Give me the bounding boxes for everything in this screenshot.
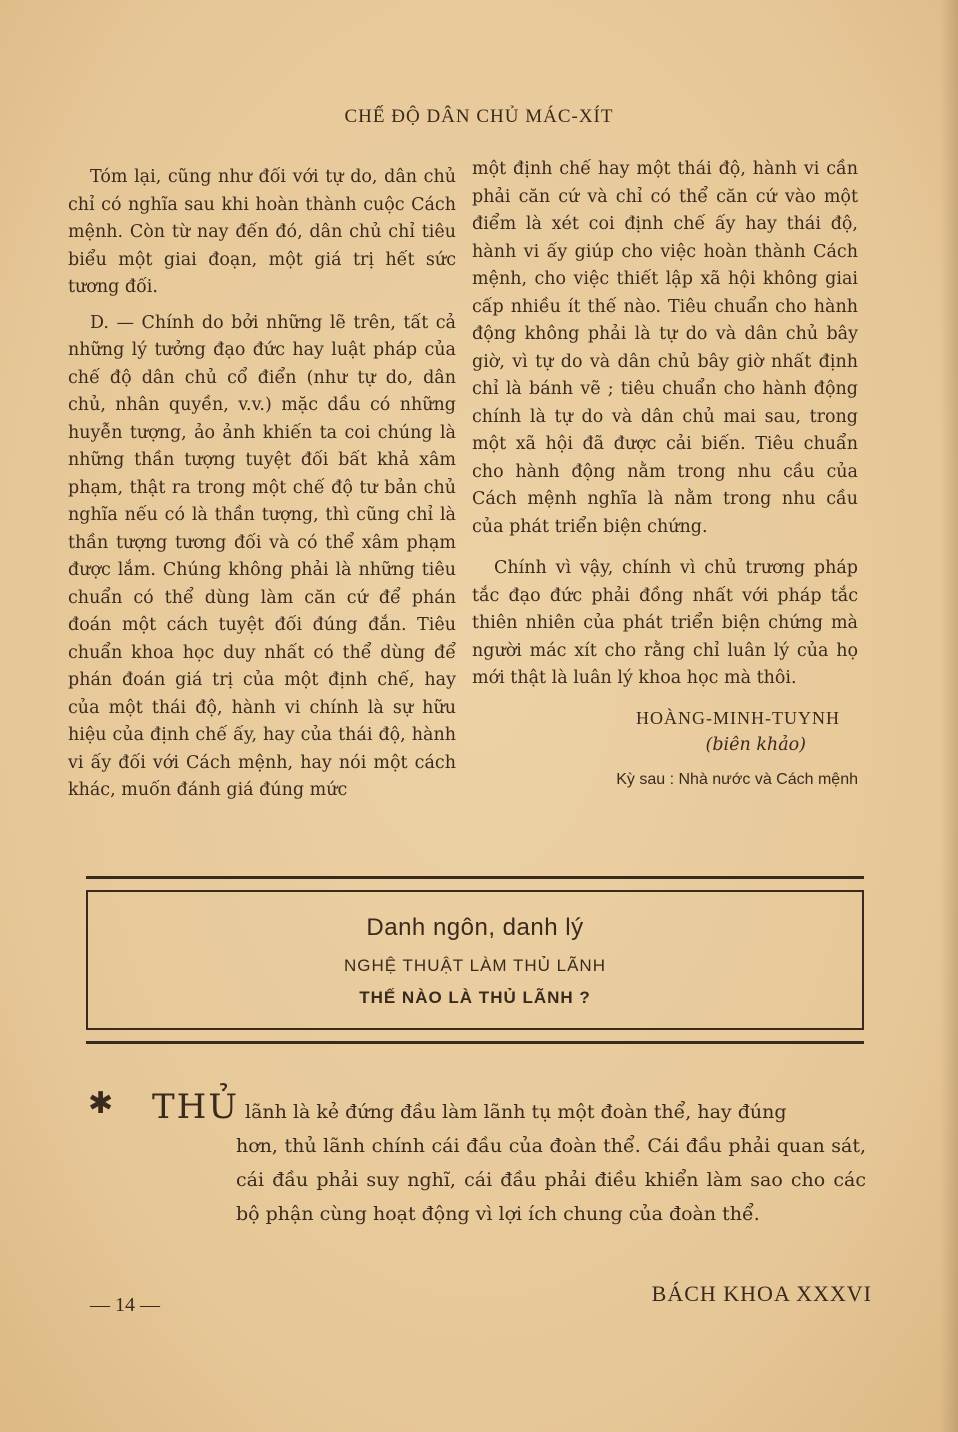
section-title: Danh ngôn, danh lý xyxy=(366,914,584,941)
author-role: (biên khảo) xyxy=(705,735,806,755)
left-paragraph-1: Tóm lại, cũng như đối với tự do, dân chủ chỉ có nghĩa sau khi hoàn thành cuộc Cách mệnh. Còn từ nay đến đó, dân chủ chỉ tiêu biểu một giai đoạn, một giá trị hết sức tương đối. xyxy=(68,167,456,297)
section-header-box xyxy=(86,876,864,1044)
author-name: HOÀNG-MINH-TUYNH xyxy=(636,707,840,728)
quote-continuation: hơn, thủ lãnh chính cái đầu của đoàn thể. Cái đầu phải quan sát, cái đầu phải suy nghĩ, cái đầu phải điều khiển làm sao cho các bộ phận cùng hoạt động vì lợi ích chung của đoàn thể. xyxy=(236,1135,866,1225)
right-paragraph-2: Chính vì vậy, chính vì chủ trương pháp tắc đạo đức phải đồng nhất với pháp tắc thiên nhiên của phát triển biện chứng mà người mác xít cho rằng chỉ luân lý của họ mới thật là luân lý khoa học mà thôi. xyxy=(472,558,858,688)
section-question: THẾ NÀO LÀ THỦ LÃNH ? xyxy=(359,988,591,1007)
left-paragraph-2: D. — Chính do bởi những lẽ trên, tất cả những lý tưởng đạo đức hay luật pháp của chế độ dân chủ cổ điển (như tự do, dân chủ, nhân quyền, v.v.) mặc dầu có những huyễn tượng, ảo ảnh khiến ta coi chúng là những thần tượng tuyệt đối bất khả xâm phạm, thật ra trong một chế độ tư bản chủ nghĩa nếu có là thần tượng, thì cũng chỉ là thần tượng tương đối và có thể xâm phạm được lắm. Chúng không phải là những tiêu chuẩn có thể dùng làm căn cứ để phán đoán một cách tuyệt đối đúng đắn. Tiêu chuẩn khoa học duy nhất có thể dùng để phán đoán giá trị của một định chế, hay của một thái độ, hành vi chính là sự hữu hiệu của định chế ấy, hay của thái độ, hành vi ấy đối với Cách mệnh, hay nói một cách khác, muốn đánh giá đúng mức xyxy=(68,312,456,800)
running-title: CHẾ ĐỘ DÂN CHỦ MÁC-XÍT xyxy=(344,106,614,127)
asterisk-icon: ✱ xyxy=(88,1086,114,1121)
right-column xyxy=(472,156,858,793)
quote-block xyxy=(152,1087,866,1231)
quote-first-line xyxy=(152,1087,866,1129)
page-edge-shadow xyxy=(940,0,958,1432)
quote-dropcap: THỦ xyxy=(152,1087,239,1127)
page-number: — 14 — xyxy=(90,1294,160,1316)
section-header-frame xyxy=(86,890,864,1030)
next-issue-note: Kỳ sau : Nhà nước và Cách mệnh xyxy=(616,770,858,788)
section-subtitle: NGHỆ THUẬT LÀM THỦ LÃNH xyxy=(344,956,606,975)
quote-line-1: lãnh là kẻ đứng đầu làm lãnh tụ một đoàn thể, hay đúng xyxy=(238,1101,787,1123)
right-paragraph-1: một định chế hay một thái độ, hành vi cần phải căn cứ và chỉ có thể căn cứ vào một điểm là xét coi định chế ấy hay thái độ, hành vi ấy giúp cho việc hoàn thành Cách mệnh, cho việc thiết lập xã hội không giai cấp nhiều ít thế nào. Tiêu chuẩn cho hành động không phải là tự do và dân chủ bây giờ, vì tự do và dân chủ bây giờ nhất định chỉ là bánh vẽ ; tiêu chuẩn cho hành động chính là tự do và dân chủ mai sau, trong một xã hội đã được cải biến. Tiêu chuẩn cho hành động nằm trong nhu cầu của Cách mệnh nghĩa là nằm trong nhu cầu của phát triển biện chứng. xyxy=(472,159,858,537)
left-column xyxy=(68,164,456,805)
magazine-issue: BÁCH KHOA XXXVI xyxy=(651,1281,872,1306)
